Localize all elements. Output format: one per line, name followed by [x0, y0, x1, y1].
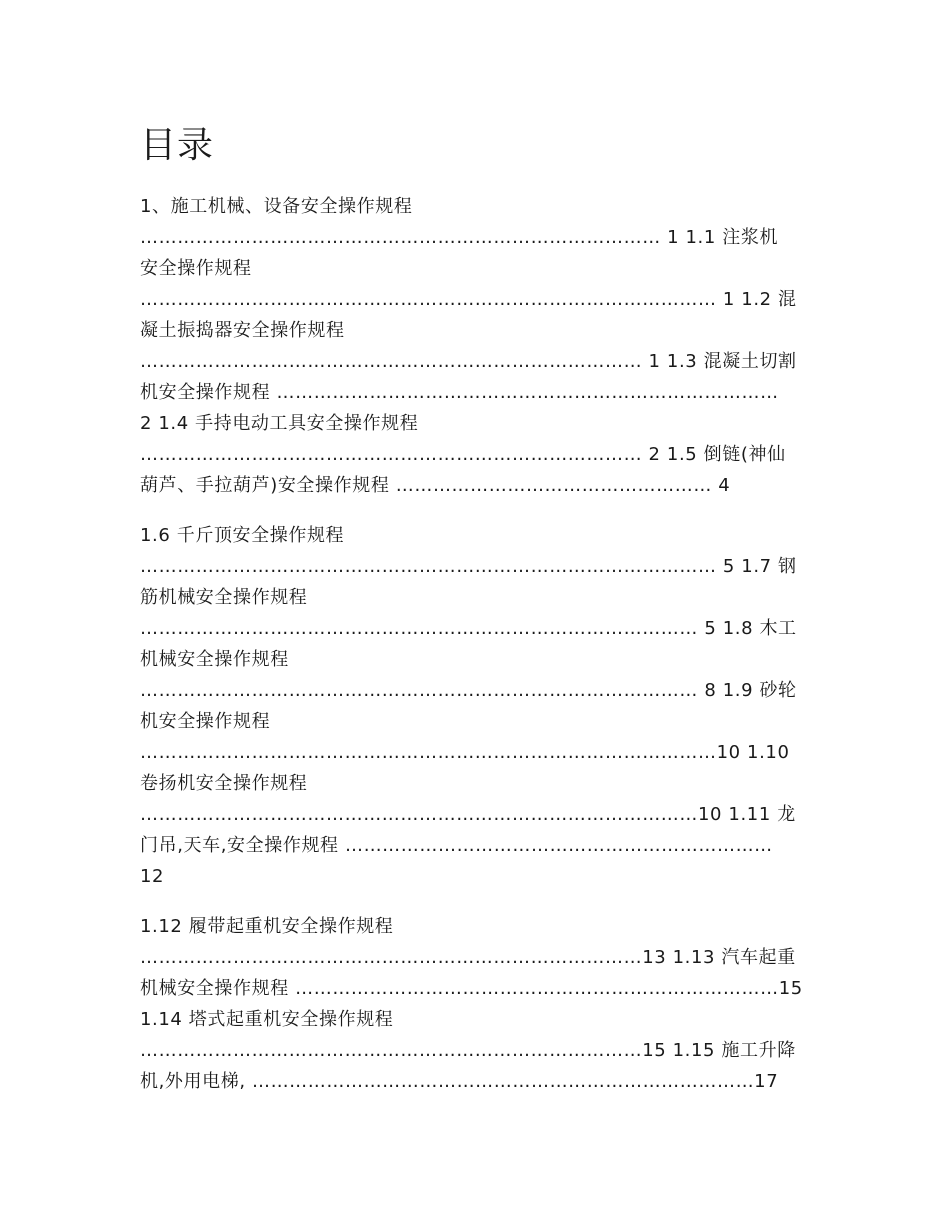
toc-line: 凝土振捣器安全操作规程	[140, 320, 345, 341]
toc-line: 1.12 履带起重机安全操作规程	[140, 916, 394, 937]
toc-line: 1.14 塔式起重机安全操作规程	[140, 1009, 394, 1030]
toc-line: 筋机械安全操作规程	[140, 587, 308, 608]
toc-line: …………………………………………………………………………………10 1.10	[140, 742, 790, 763]
toc-line: 1、施工机械、设备安全操作规程	[140, 196, 413, 217]
toc-line: 安全操作规程	[140, 258, 252, 279]
paragraph-gap	[140, 501, 812, 520]
toc-line: ……………………………………………………………………………… 8 1.9 砂轮	[140, 680, 797, 701]
toc-body	[140, 191, 812, 1097]
toc-line: 机安全操作规程	[140, 711, 271, 732]
toc-line: 机械安全操作规程	[140, 649, 289, 670]
toc-line: ………………………………………………………………………………10 1.11 龙	[140, 804, 796, 825]
toc-line: ……………………………………………………………………… 1 1.3 混凝土切割	[140, 351, 797, 372]
page-title: 目录	[140, 125, 215, 166]
toc-line: ……………………………………………………………………… 2 1.5 倒链(神仙	[140, 444, 786, 465]
toc-line: 机械安全操作规程 ……………………………………………………………………15	[140, 978, 803, 999]
toc-line: ………………………………………………………………………13 1.13 汽车起重	[140, 947, 796, 968]
toc-line: ………………………………………………………………………………… 5 1.7 钢	[140, 556, 797, 577]
paragraph-gap	[140, 892, 812, 911]
toc-line: 1.6 千斤顶安全操作规程	[140, 525, 345, 546]
toc-line: ……………………………………………………………………………… 5 1.8 木工	[140, 618, 797, 639]
toc-line: 12	[140, 866, 165, 887]
toc-line: 葫芦、手拉葫芦)安全操作规程 …………………………………………… 4	[140, 475, 731, 496]
toc-line: 机安全操作规程 ………………………………………………………………………	[140, 382, 779, 403]
toc-line: 2 1.4 手持电动工具安全操作规程	[140, 413, 419, 434]
toc-line: 卷扬机安全操作规程	[140, 773, 308, 794]
toc-line: ………………………………………………………………………… 1 1.1 注浆机	[140, 227, 779, 248]
toc-line: 机,外用电梯, ………………………………………………………………………17	[140, 1071, 779, 1092]
toc-line: 门吊,天车,安全操作规程 ……………………………………………………………	[140, 835, 773, 856]
toc-line: ………………………………………………………………………………… 1 1.2 混	[140, 289, 797, 310]
toc-line: ………………………………………………………………………15 1.15 施工升降	[140, 1040, 796, 1061]
